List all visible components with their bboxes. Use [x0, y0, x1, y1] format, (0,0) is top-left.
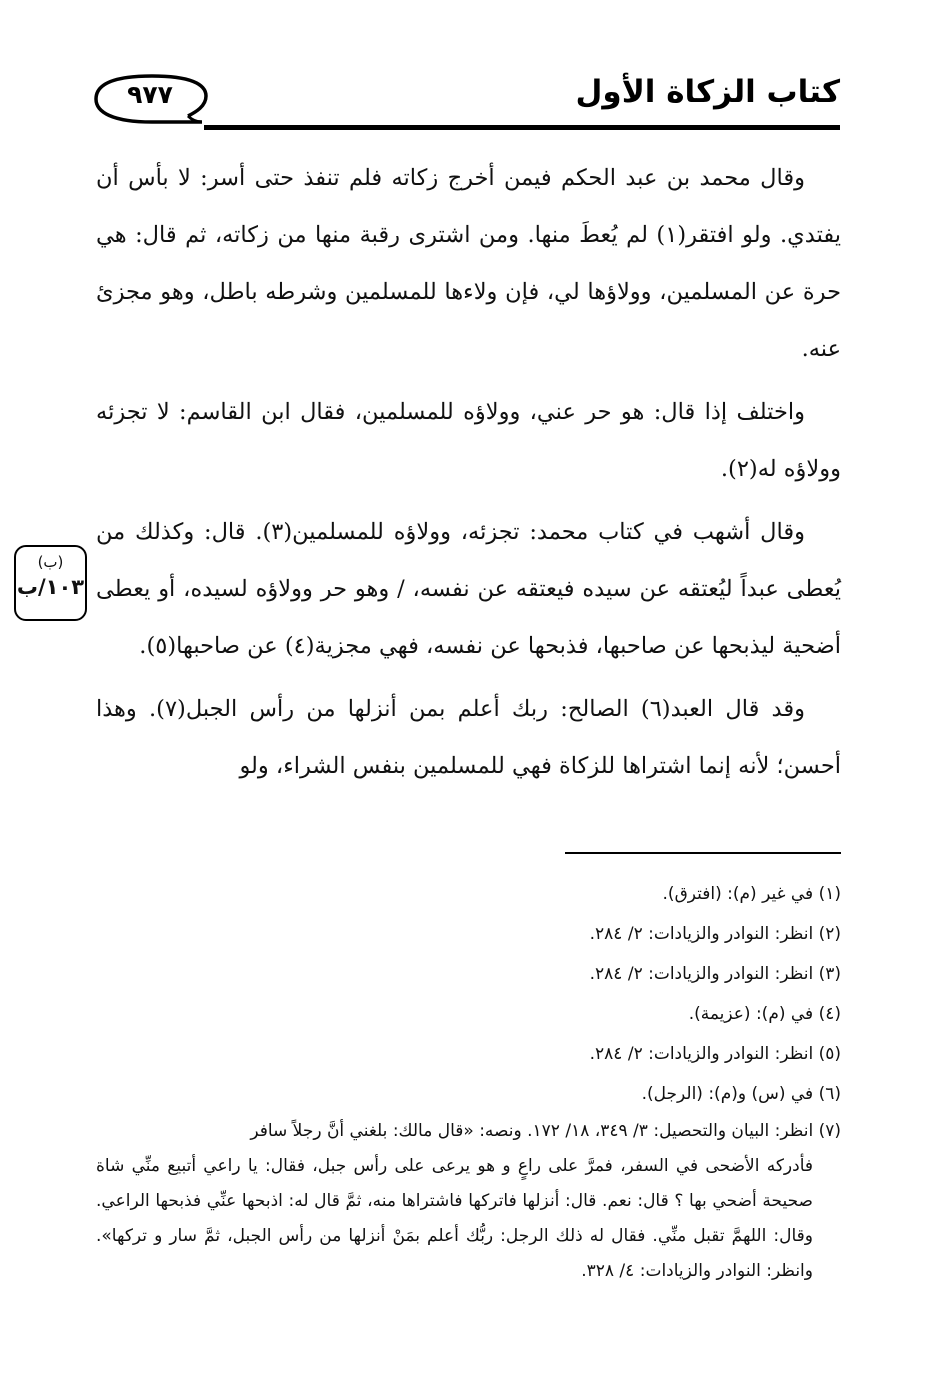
header-rule: [204, 125, 840, 130]
paragraph-1: وقال محمد بن عبد الحكم فيمن أخرج زكاته فلم تنفذ حتى أسر: لا بأس أن يفتدي. ولو افتقر(١) لم يُعطَ منها. ومن اشترى رقبة منها من زكاته، ثم قال: هي حرة عن المسلمين، وولاؤها لي، فإن ولاءها للمسلمين وشرطه باطل، وهو مجزئ عنه.: [96, 165, 842, 362]
footnote-separator: [565, 852, 841, 854]
footnote-7-head: (٧) انظر: البيان والتحصيل: ٣/ ٣٤٩، ١٨/ ١٧٢. ونصه: «قال مالك: بلغني أنَّ رجلاً سافر: [250, 1121, 841, 1141]
footnote-5: (٥) انظر: النوادر والزيادات: ٢/ ٢٨٤.: [589, 1044, 841, 1064]
page-number-frame: [92, 72, 212, 124]
main-text: [96, 150, 841, 801]
manuscript-folio-note: [14, 545, 87, 621]
page-number: ٩٧٧: [127, 80, 173, 109]
folio-note-line-1: (ب): [37, 553, 64, 571]
footnote-7: [96, 1114, 841, 1289]
folio-note-line-2: ١٠٣/ب: [16, 575, 85, 599]
page-header: [92, 70, 840, 132]
footnote-3: (٣) انظر: النوادر والزيادات: ٢/ ٢٨٤.: [589, 964, 841, 984]
footnote-2: (٢) انظر: النوادر والزيادات: ٢/ ٢٨٤.: [589, 924, 841, 944]
footnote-4: (٤) في (م): (عزيمة).: [688, 1004, 841, 1024]
footnotes: [96, 874, 841, 1289]
paragraph-3: وقال أشهب في كتاب محمد: تجزئه، وولاؤه للمسلمين(٣). قال: وكذلك من يُعطى عبداً ليُعتقه عن سيده فيعتقه عن نفسه، / وهو حر وولاؤه لسيده، أو يعطى أضحية ليذبحها عن صاحبها، فذبحها عن نفسه، فهي مجزية(٤) عن صاحبها(٥).: [96, 519, 841, 659]
book-title: كتاب الزكاة الأول: [575, 74, 840, 110]
footnote-7-continuation: فأدركه الأضحى في السفر، فمرَّ على راعٍ و هو يرعى على رأس جبل، فقال: يا راعي أتبيع منِّي شاة صحيحة أضحي بها ؟ قال: نعم. قال: أنزلها فاتركها فاشتراها منه، ثمَّ قال له: اذبحها عنِّي فذبحها الراعي. وقال: اللهمَّ تقبل منِّي. فقال له ذلك الرجل: ربُّك أعلم بمَنْ أنزلها من رأس الجبل، ثمَّ سار و تركها». وانظر: النوادر والزيادات: ٤/ ٣٢٨.: [96, 1156, 813, 1281]
paragraph-2: واختلف إذا قال: هو حر عني، وولاؤه للمسلمين، فقال ابن القاسم: لا تجزئه وولاؤه له(٢).: [96, 399, 841, 482]
footnote-6: (٦) في (س) و(م): (الرجل).: [641, 1084, 841, 1104]
footnote-1: (١) في غير (م): (افترق).: [662, 884, 841, 904]
paragraph-4: وقد قال العبد(٦) الصالح: ربك أعلم بمن أنزلها من رأس الجبل(٧). وهذا أحسن؛ لأنه إنما اشتراها للزكاة فهي للمسلمين بنفس الشراء، ولو: [96, 696, 841, 779]
